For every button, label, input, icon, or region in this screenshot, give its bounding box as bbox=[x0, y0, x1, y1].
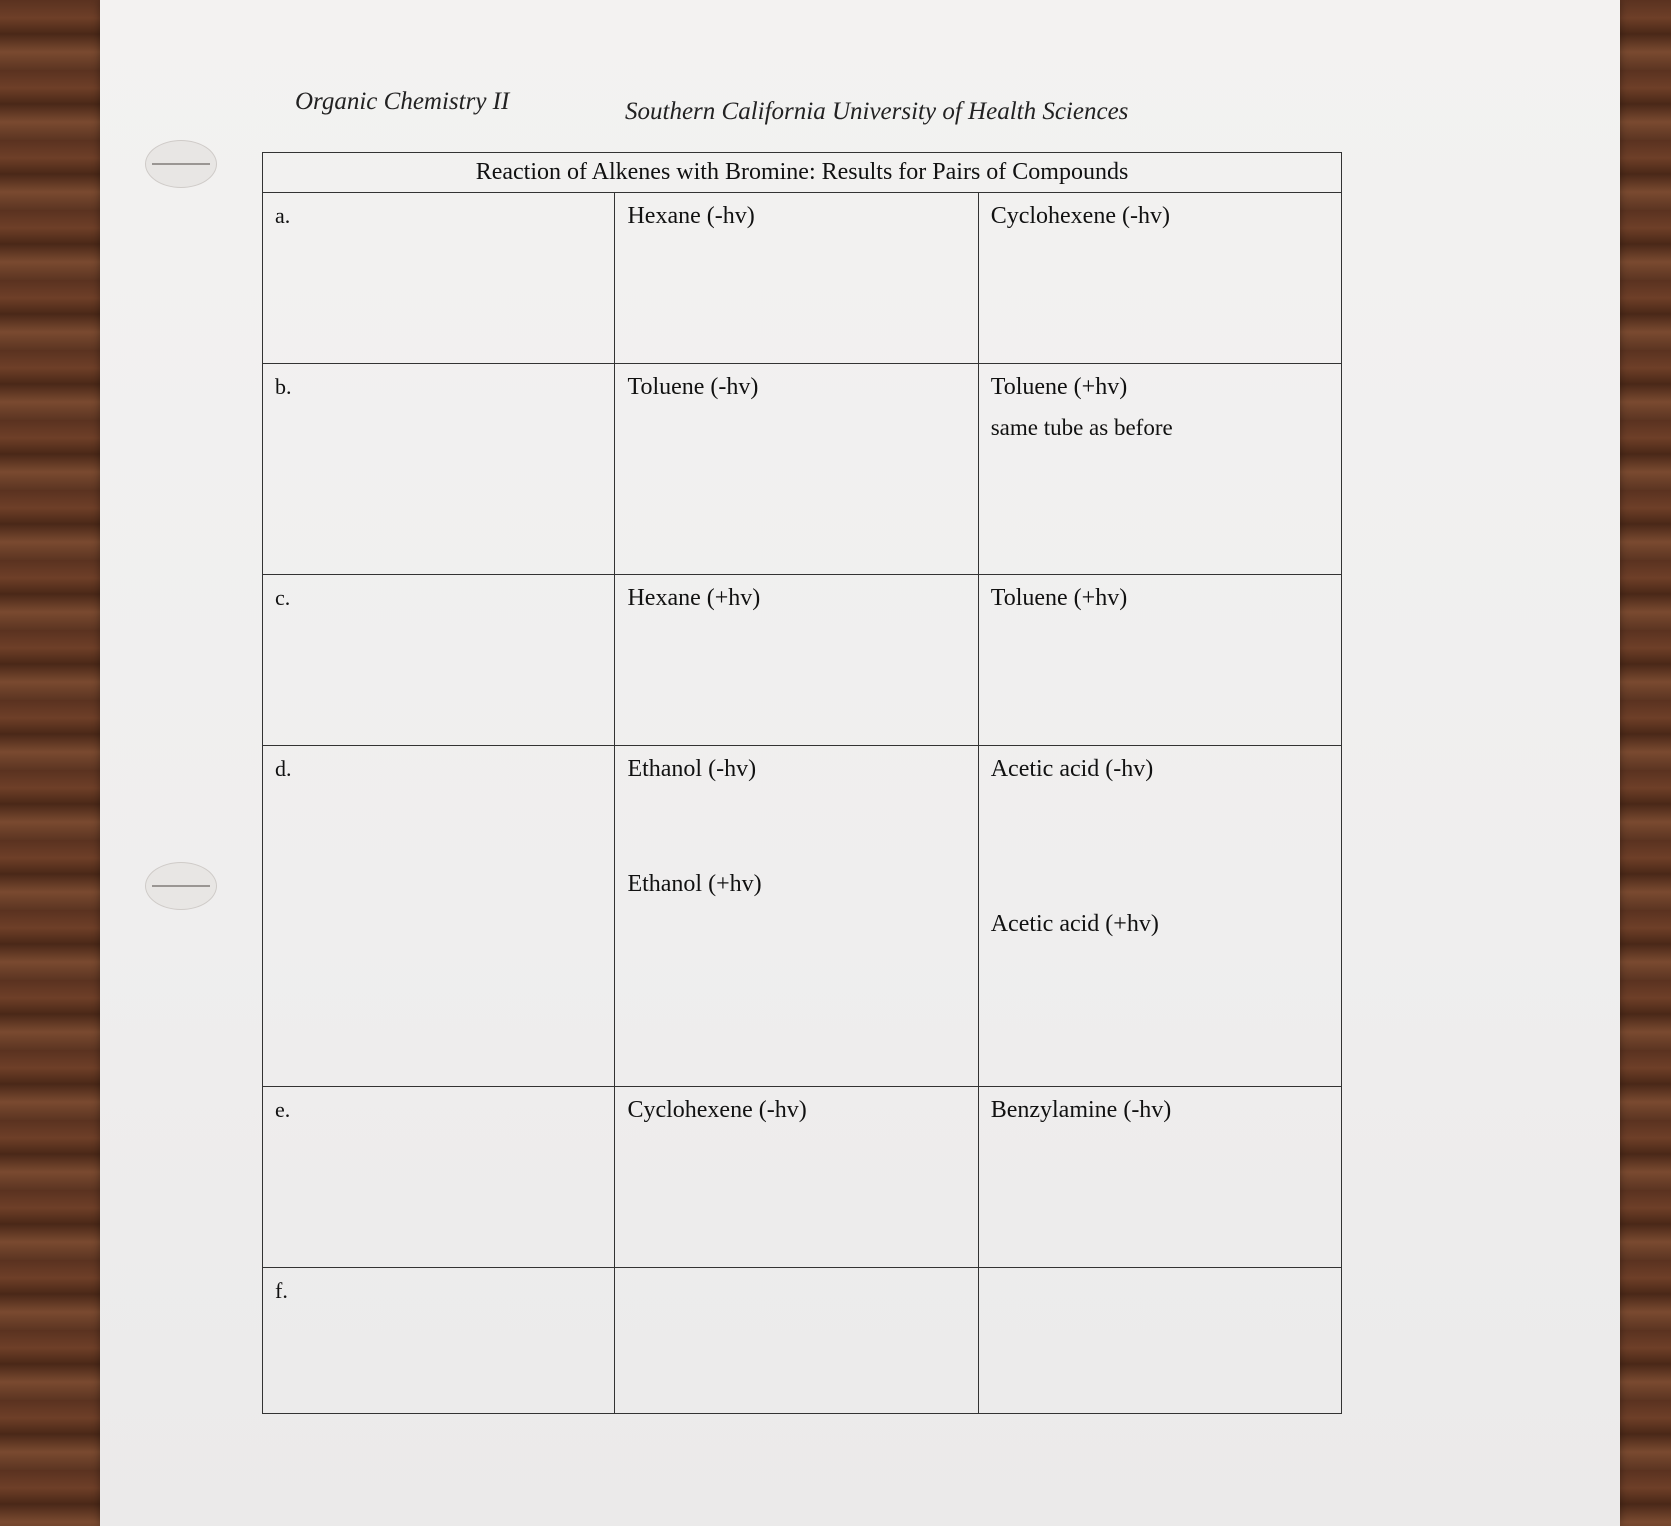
compound-label bbox=[627, 1278, 965, 1279]
compound-label: Hexane (-hv) bbox=[627, 203, 755, 229]
compound-label: Cyclohexene (-hv) bbox=[990, 203, 1170, 229]
compound-label-second: Acetic acid (+hv) bbox=[990, 911, 1159, 937]
row-label: b. bbox=[263, 364, 615, 575]
compound-cell[interactable] bbox=[978, 575, 1341, 746]
institution-name: Southern California University of Health Sciences bbox=[625, 98, 1129, 125]
compound-label: Toluene (-hv) bbox=[627, 374, 759, 400]
spacer bbox=[991, 783, 1329, 911]
table-title-row bbox=[263, 153, 1342, 193]
compound-note: same tube as before bbox=[990, 415, 1173, 440]
punch-hole-top bbox=[145, 140, 217, 188]
compound-label: Toluene (+hv) bbox=[990, 585, 1128, 611]
compound-cell[interactable] bbox=[978, 1268, 1341, 1414]
compound-label: Cyclohexene (-hv) bbox=[627, 1097, 807, 1123]
row-label: a. bbox=[263, 193, 615, 364]
table-row bbox=[263, 746, 1342, 1087]
compound-label-second: Ethanol (+hv) bbox=[627, 871, 762, 897]
compound-cell[interactable] bbox=[615, 193, 978, 364]
row-label: c. bbox=[263, 575, 615, 746]
table-title: Reaction of Alkenes with Bromine: Results for Pairs of Compounds bbox=[263, 153, 1342, 193]
compound-cell[interactable] bbox=[978, 746, 1341, 1087]
compound-cell[interactable] bbox=[615, 364, 978, 575]
compound-label: Toluene (+hv) bbox=[990, 374, 1128, 400]
row-label: f. bbox=[263, 1268, 615, 1414]
row-label: e. bbox=[263, 1087, 615, 1268]
compound-label: Ethanol (-hv) bbox=[627, 756, 757, 782]
compound-cell[interactable] bbox=[978, 1087, 1341, 1268]
compound-label: Acetic acid (-hv) bbox=[990, 756, 1154, 782]
compound-cell[interactable] bbox=[615, 1087, 978, 1268]
row-label: d. bbox=[263, 746, 615, 1087]
compound-cell[interactable] bbox=[978, 364, 1341, 575]
spacer bbox=[627, 783, 965, 871]
table-row bbox=[263, 1087, 1342, 1268]
compound-cell[interactable] bbox=[978, 193, 1341, 364]
course-title: Organic Chemistry II bbox=[295, 88, 510, 115]
compound-cell[interactable] bbox=[615, 1268, 978, 1414]
compound-label: Hexane (+hv) bbox=[627, 585, 761, 611]
results-table bbox=[262, 152, 1342, 1414]
compound-cell[interactable] bbox=[615, 575, 978, 746]
table-row bbox=[263, 193, 1342, 364]
compound-label bbox=[991, 1278, 1329, 1279]
compound-label: Benzylamine (-hv) bbox=[990, 1097, 1172, 1123]
table-row bbox=[263, 1268, 1342, 1414]
table-row bbox=[263, 364, 1342, 575]
punch-hole-middle bbox=[145, 862, 217, 910]
compound-cell[interactable] bbox=[615, 746, 978, 1087]
table-row bbox=[263, 575, 1342, 746]
